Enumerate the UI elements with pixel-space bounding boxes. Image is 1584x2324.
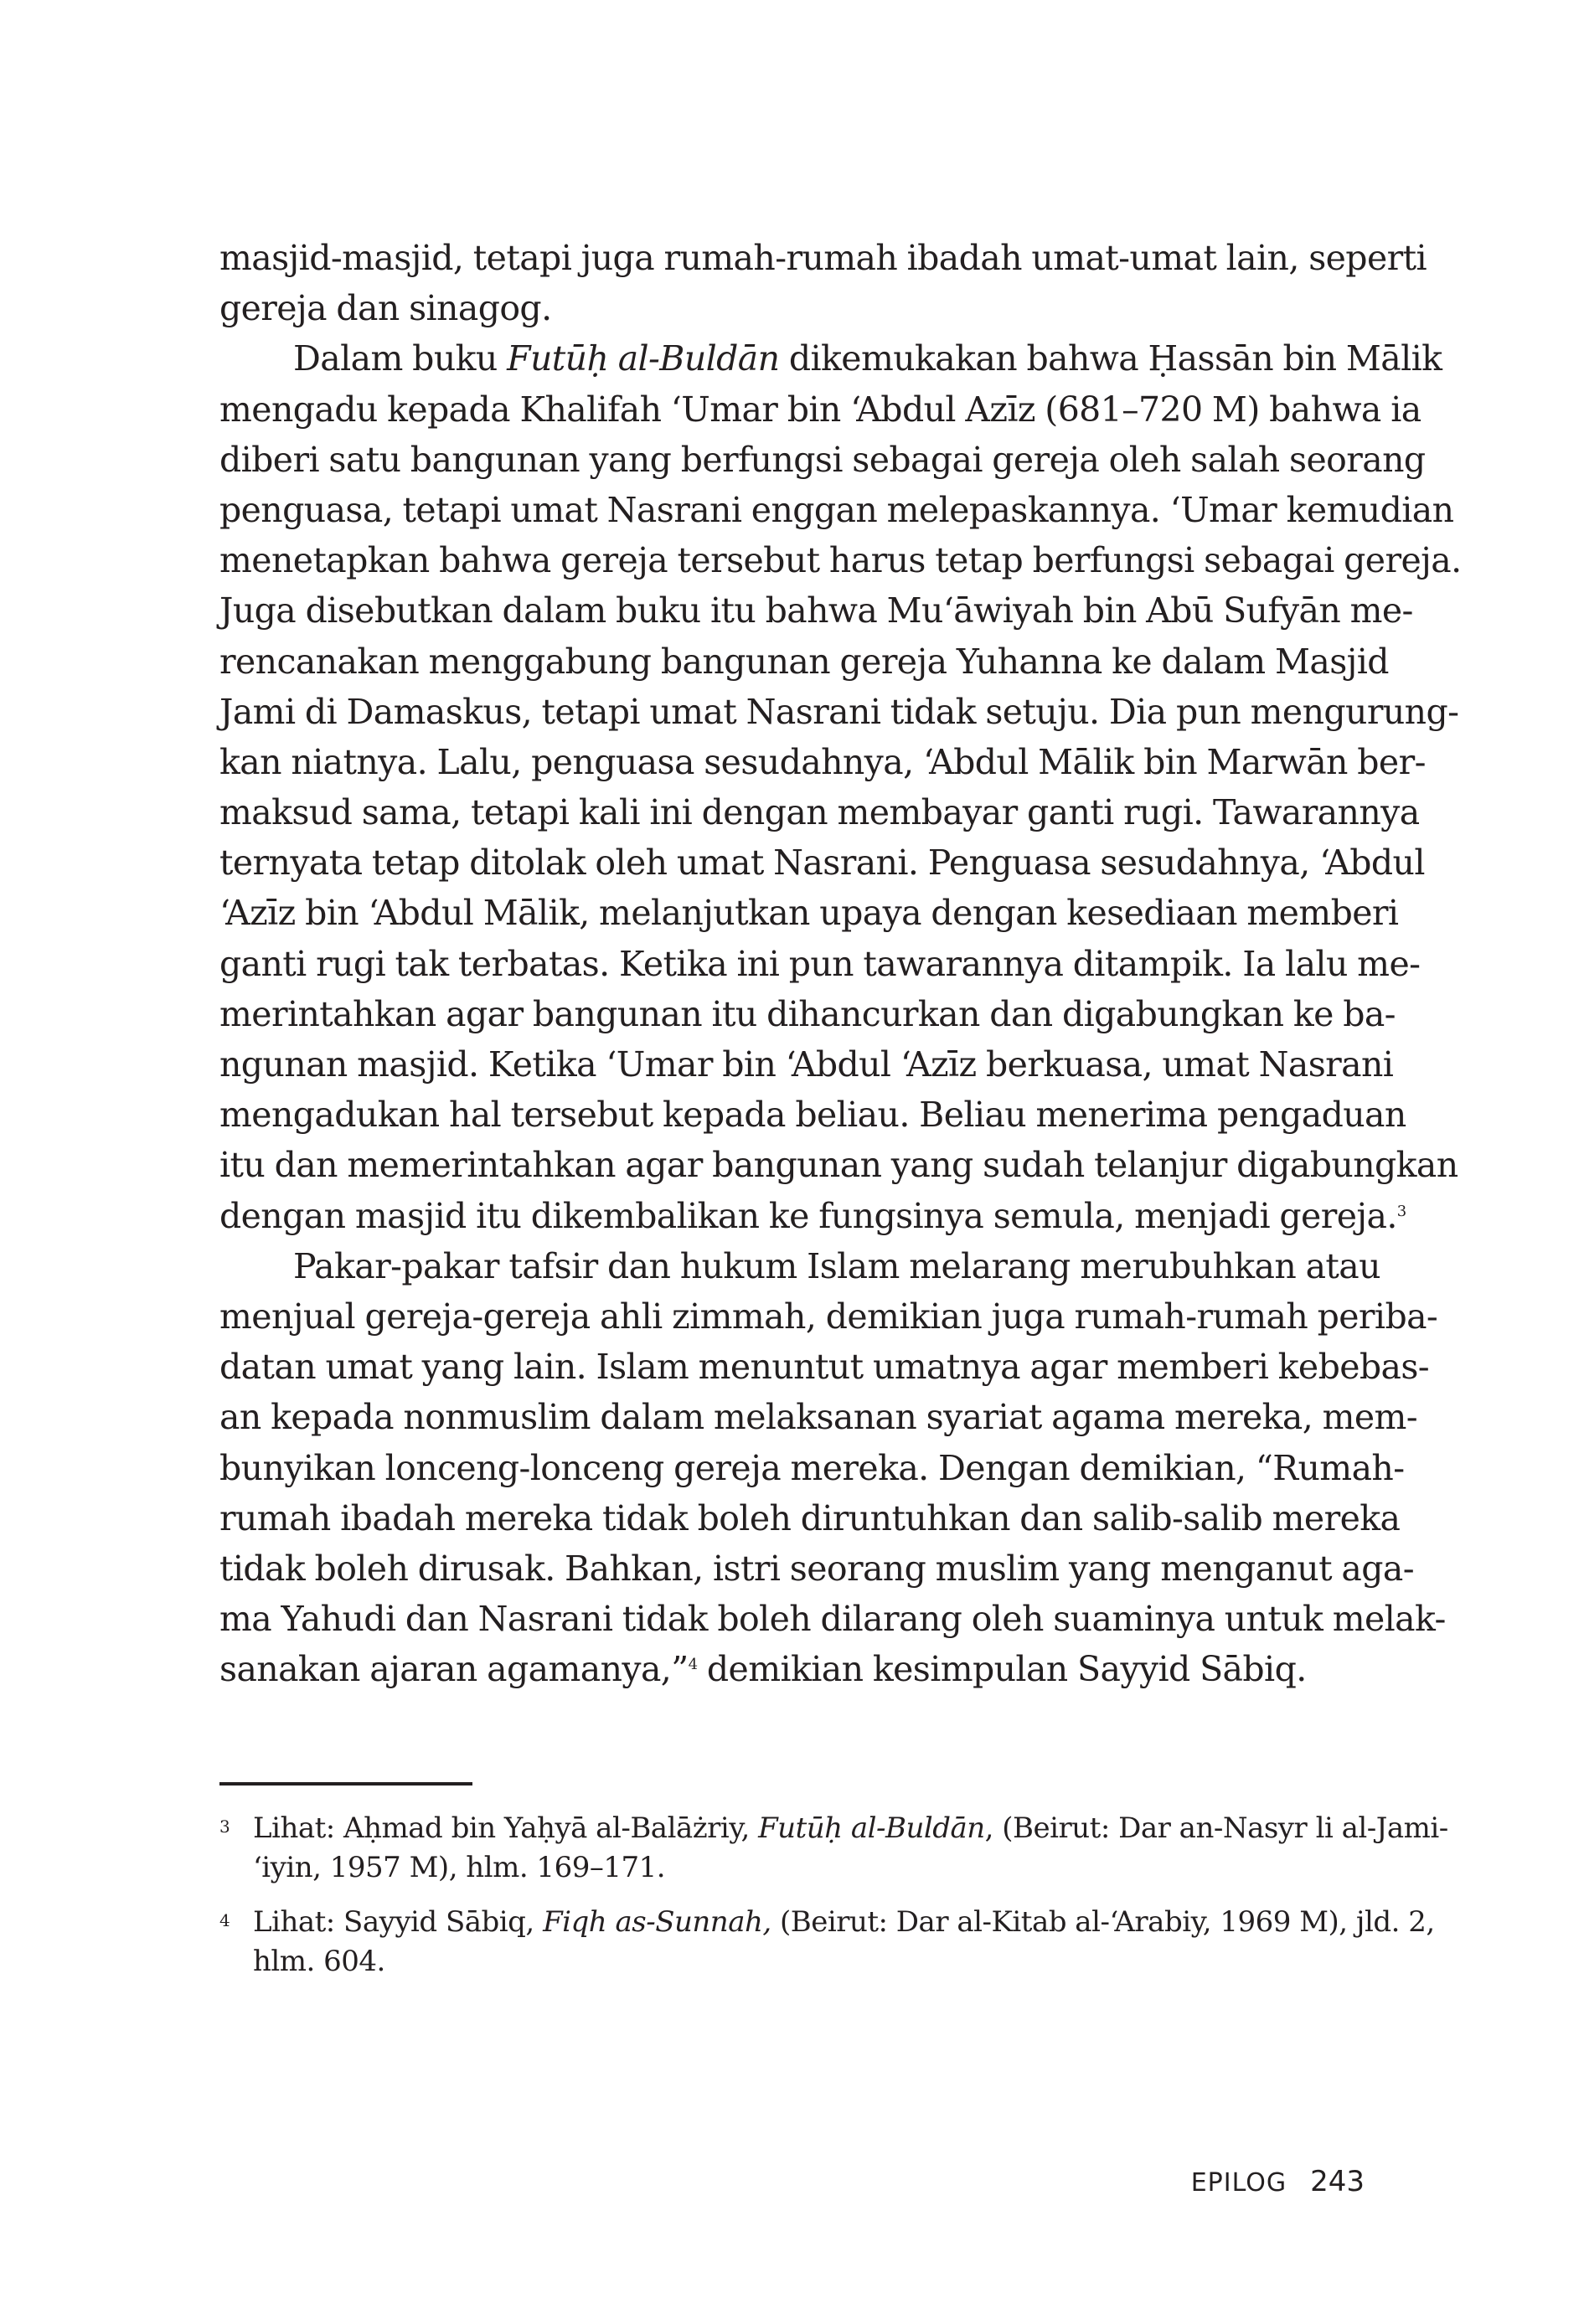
text-line: mengadu kepada Khalifah ‘Umar bin ‘Abdul Azīz (681–720 M) bahwa ia <box>219 389 1421 430</box>
text-line: gereja dan sinagog. <box>219 288 552 329</box>
text-line: ‘Azīz bin ‘Abdul Mālik, melanjutkan upaya dengan kesediaan memberi <box>219 893 1399 934</box>
paragraph-3 <box>219 1241 1446 1695</box>
paragraph-2 <box>219 333 1462 1240</box>
text-line: itu dan memerintahkan agar bangunan yang sudah telanjur digabungkan <box>219 1145 1458 1186</box>
text-line: menetapkan bahwa gereja tersebut harus tetap berfungsi sebagai gereja. <box>219 540 1462 581</box>
running-head: EPILOG <box>1190 2168 1287 2198</box>
text-span: Dalam buku <box>293 338 508 379</box>
text-span: Lihat: Aḥmad bin Yaḥyā al-Balāżriy, <box>253 1811 759 1845</box>
book-title: Futūḥ al-Buldān <box>507 338 780 379</box>
book-title: Fiqh as-Sunnah, <box>543 1905 771 1939</box>
page-footer <box>1191 2165 1365 2198</box>
text-line: diberi satu bangunan yang berfungsi sebagai gereja oleh salah seorang <box>219 439 1426 480</box>
text-line: ngunan masjid. Ketika ‘Umar bin ‘Abdul ‘Azīz berkuasa, umat Nasrani <box>219 1044 1394 1085</box>
text-line: Pakar-pakar tafsir dan hukum Islam melarang merubuhkan atau <box>293 1245 1380 1286</box>
text-line <box>219 333 1442 384</box>
text-line: rumah ibadah mereka tidak boleh diruntuhkan dan salib-salib mereka <box>219 1497 1401 1538</box>
text-line: ma Yahudi dan Nasrani tidak boleh dilarang oleh suaminya untuk melak- <box>219 1599 1446 1640</box>
footnote-number: 4 <box>219 1910 230 1930</box>
text-span: (Beirut: Dar al-Kitab al-‘Arabiy, 1969 M), jld. 2, <box>771 1905 1435 1939</box>
text-span: sanakan ajaran agamanya,” <box>219 1649 689 1690</box>
text-line: maksud sama, tetapi kali ini dengan membayar ganti rugi. Tawarannya <box>219 792 1420 833</box>
footnote-line: ‘iyin, 1957 M), hlm. 169–171. <box>253 1851 666 1884</box>
text-line: Juga disebutkan dalam buku itu bahwa Mu‘āwiyah bin Abū Sufyān me- <box>219 590 1413 631</box>
text-line: penguasa, tetapi umat Nasrani enggan melepaskannya. ‘Umar kemudian <box>219 489 1454 530</box>
footnote-ref[interactable]: 3 <box>1396 1202 1406 1220</box>
text-span: dikemukakan bahwa Ḥassān bin Mālik <box>779 338 1442 379</box>
footnote-line <box>253 1809 1448 1848</box>
text-line: ternyata tetap ditolak oleh umat Nasrani. Penguasa sesudahnya, ‘Abdul <box>219 843 1425 884</box>
text-line: mengadukan hal tersebut kepada beliau. Beliau menerima pengaduan <box>219 1095 1406 1136</box>
text-line: kan niatnya. Lalu, penguasa sesudahnya, ‘Abdul Mālik bin Marwān ber- <box>219 741 1426 782</box>
footnote-ref[interactable]: 4 <box>688 1656 698 1674</box>
text-span: Lihat: Sayyid Sābiq, <box>253 1905 544 1939</box>
text-line: masjid-masjid, tetapi juga rumah-rumah ibadah umat-umat lain, seperti <box>219 238 1427 278</box>
body-text <box>219 233 1462 1694</box>
footnote-line <box>253 1903 1435 1942</box>
text-line: merintahkan agar bangunan itu dihancurkan dan digabungkan ke ba- <box>219 993 1396 1034</box>
footnote-3 <box>219 1809 1448 1888</box>
text-line <box>219 1644 1363 1694</box>
footnotes <box>219 1809 1448 1997</box>
text-span: demikian kesimpulan Sayyid Sābiq. <box>697 1649 1307 1690</box>
text-line <box>219 1191 1406 1241</box>
text-line: datan umat yang lain. Islam menuntut umatnya agar memberi kebebas- <box>219 1347 1430 1388</box>
book-title: Futūḥ al-Buldān <box>758 1811 985 1845</box>
paragraph-1 <box>219 233 1427 333</box>
footnote-line: hlm. 604. <box>253 1945 385 1978</box>
text-line: menjual gereja-gereja ahli zimmah, demikian juga rumah-rumah periba- <box>219 1296 1438 1337</box>
text-line: an kepada nonmuslim dalam melaksanan syariat agama mereka, mem- <box>219 1397 1418 1438</box>
footnote-4 <box>219 1903 1435 1981</box>
text-span: , (Beirut: Dar an-Nasyr li al-Jami- <box>984 1811 1448 1845</box>
text-line: tidak boleh dirusak. Bahkan, istri seorang muslim yang menganut aga- <box>219 1548 1414 1589</box>
text-line: Jami di Damaskus, tetapi umat Nasrani tidak setuju. Dia pun mengurung- <box>219 691 1459 732</box>
text-line: rencanakan menggabung bangunan gereja Yuhanna ke dalam Masjid <box>219 641 1389 682</box>
text-span: dengan masjid itu dikembalikan ke fungsinya semula, menjadi gereja. <box>219 1195 1397 1236</box>
text-line: ganti rugi tak terbatas. Ketika ini pun tawarannya ditampik. Ia lalu me- <box>219 943 1421 984</box>
footnote-number: 3 <box>219 1816 230 1837</box>
footnote-separator <box>219 1782 472 1786</box>
page-number: 243 <box>1310 2165 1365 2198</box>
text-line: bunyikan lonceng-lonceng gereja mereka. Dengan demikian, “Rumah- <box>219 1447 1405 1488</box>
